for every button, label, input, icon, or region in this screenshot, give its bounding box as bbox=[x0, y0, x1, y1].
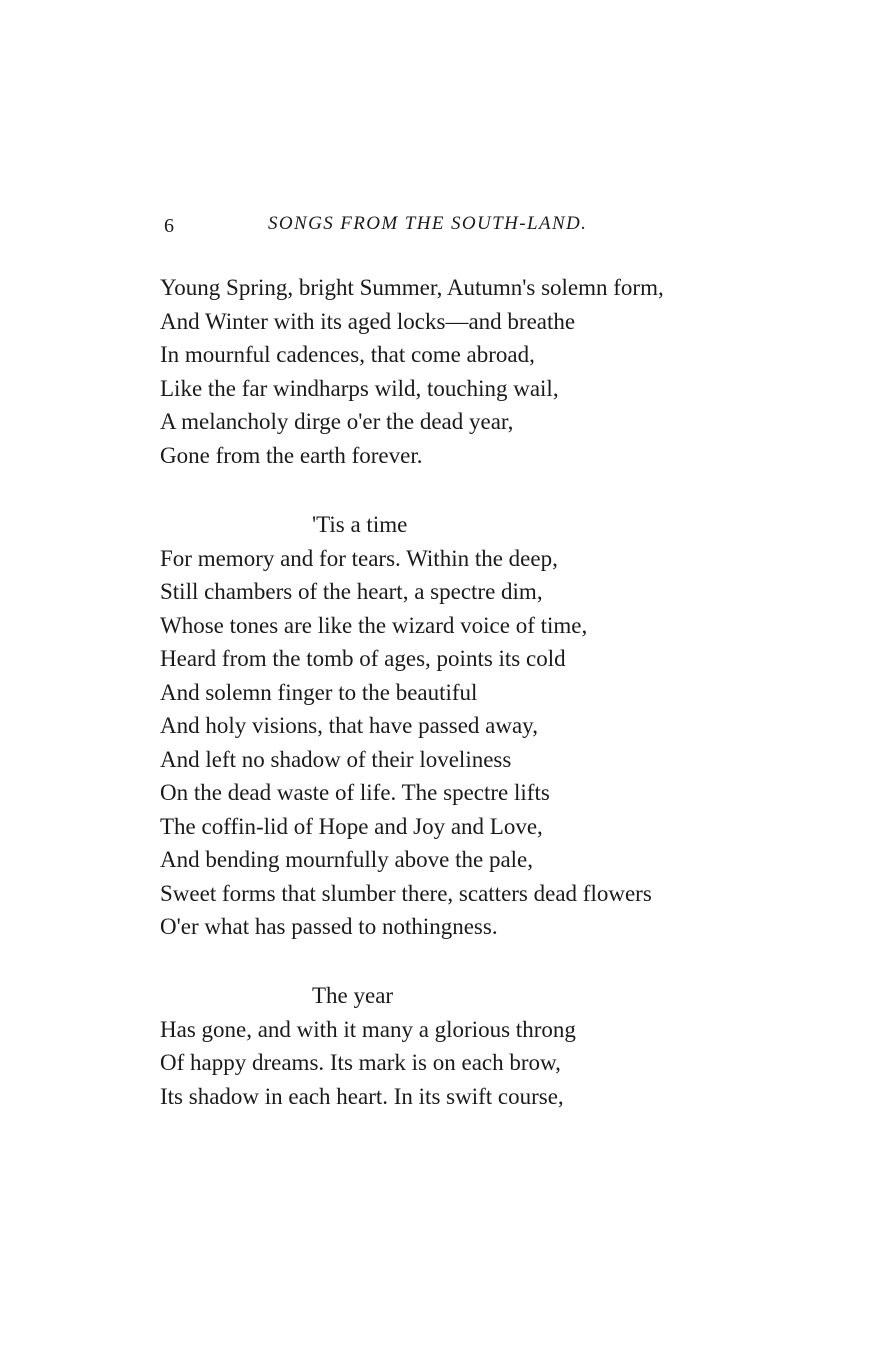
verse-line: For memory and for tears. Within the deep, bbox=[160, 546, 558, 571]
verse-line: The coffin-lid of Hope and Joy and Love, bbox=[160, 814, 543, 839]
verse-line: Whose tones are like the wizard voice of time, bbox=[160, 613, 588, 638]
verse-line: On the dead waste of life. The spectre lifts bbox=[160, 780, 550, 805]
verse-line: Still chambers of the heart, a spectre dim, bbox=[160, 579, 543, 604]
verse-line: Sweet forms that slumber there, scatters dead flowers bbox=[160, 881, 652, 906]
verse-line: O'er what has passed to nothingness. bbox=[160, 914, 498, 939]
verse-line: 'Tis a time bbox=[312, 512, 408, 537]
verse-line: And left no shadow of their loveliness bbox=[160, 747, 512, 772]
verse-line: Gone from the earth forever. bbox=[160, 443, 423, 468]
verse-line: A melancholy dirge o'er the dead year, bbox=[160, 409, 514, 434]
verse-line: Its shadow in each heart. In its swift course, bbox=[160, 1084, 564, 1109]
verse-line: And holy visions, that have passed away, bbox=[160, 713, 538, 738]
verse-line: In mournful cadences, that come abroad, bbox=[160, 342, 535, 367]
verse-line: Like the far windharps wild, touching wail, bbox=[160, 376, 559, 401]
verse-line: And bending mournfully above the pale, bbox=[160, 847, 534, 872]
verse-line: Heard from the tomb of ages, points its cold bbox=[160, 646, 566, 671]
verse-line: Has gone, and with it many a glorious throng bbox=[160, 1017, 576, 1042]
verse-line: And solemn finger to the beautiful bbox=[160, 680, 478, 705]
verse-line: And Winter with its aged locks—and breathe bbox=[160, 309, 576, 334]
verse-line: The year bbox=[312, 983, 394, 1008]
verse-line: Of happy dreams. Its mark is on each brow, bbox=[160, 1050, 561, 1075]
running-head: SONGS FROM THE SOUTH-LAND. bbox=[268, 213, 588, 234]
page-number: 6 bbox=[164, 215, 174, 237]
verse-line: Young Spring, bright Summer, Autumn's solemn form, bbox=[160, 275, 664, 300]
